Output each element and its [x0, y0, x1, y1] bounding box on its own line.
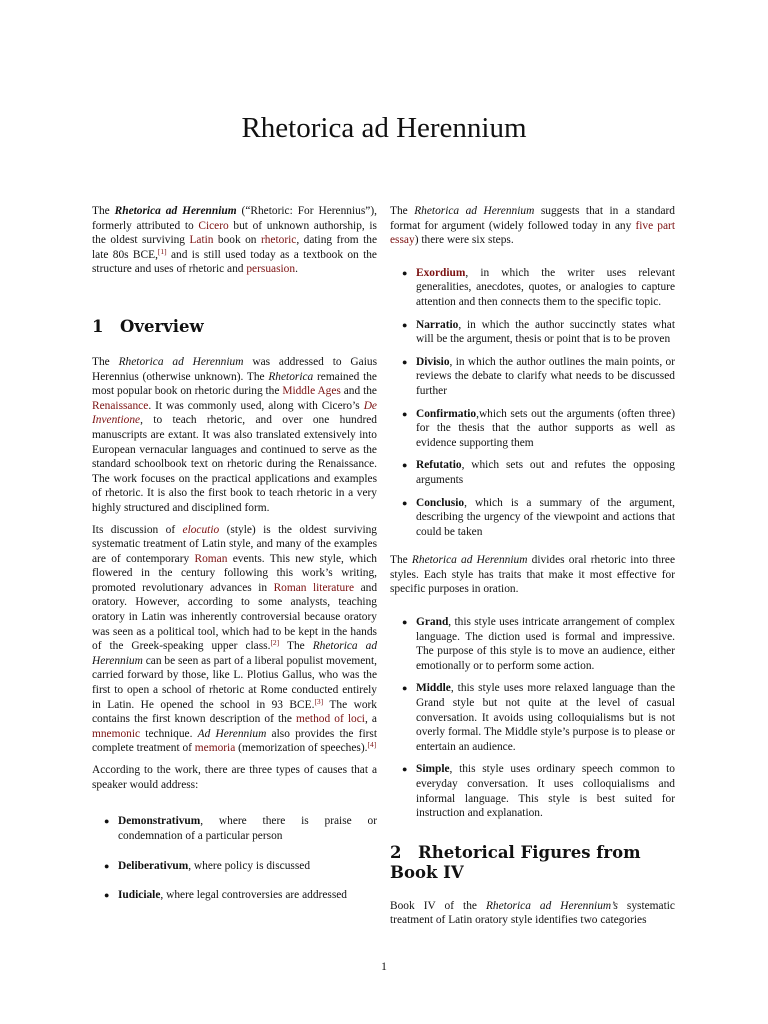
- text: systematic treatment of Latin oratory style identifies two categories: [390, 899, 675, 927]
- text: The: [390, 205, 415, 217]
- text: , which is a summary of the argument, describing the urgency of the viewpoint and actions that could be taken: [416, 496, 675, 538]
- text: remained the most popular book on rhetoric during the: [92, 370, 377, 398]
- list-item: [92, 814, 377, 843]
- link-rhetoric[interactable]: rhetoric: [260, 234, 297, 247]
- list-item: [92, 888, 377, 903]
- citation-2[interactable]: [2]: [270, 638, 280, 648]
- page-title: Rhetorica ad Herennium: [241, 112, 527, 144]
- bullet-icon: ●: [104, 889, 110, 900]
- text: .: [295, 263, 298, 276]
- term: Conclusio: [416, 496, 465, 509]
- term: Simple: [416, 763, 450, 776]
- text: , a: [364, 713, 377, 726]
- link-roman[interactable]: Roman: [194, 552, 228, 565]
- term: Divisio: [416, 355, 450, 368]
- bullet-icon: ●: [402, 497, 408, 508]
- text: ) there were six steps.: [414, 234, 514, 247]
- text: The: [279, 640, 313, 653]
- term: Iudiciale: [118, 888, 161, 901]
- link-method-of-loci[interactable]: method of loci: [296, 713, 365, 726]
- term: Grand: [416, 616, 449, 629]
- citation-1[interactable]: [1]: [157, 246, 167, 256]
- text: (“Rhetoric: For Herennius”), formerly attributed to: [92, 205, 377, 232]
- text: can be seen as part of a liberal populist movement, carried forward by those, like L. Plotius Gallus, who was the first to open a school of rhetoric at Rome conducted entirely in Latin. He opened the school in 93 BCE.: [92, 654, 377, 711]
- causes-intro: According to the work, there are three types of causes that a speaker would address:: [92, 764, 377, 791]
- right-column: [390, 204, 675, 928]
- text: , this style uses more relaxed language than the Grand style but not quite at the level of casual conversation. It avoids using colloquialisms but is not overly formal. The Middle style’s purpose is to please or entertain an audience.: [416, 682, 675, 753]
- term: Refutatio: [416, 459, 462, 472]
- text: , this style uses ordinary speech common to everyday conversation. It uses colloquialisms and informal language. This style is best suited for instruction and explanation.: [416, 763, 675, 820]
- text: (memorization of speeches).: [235, 742, 368, 755]
- intro-paragraph: [92, 204, 377, 277]
- text: divides oral rhetoric into three styles. Each style has traits that make it most effective for specific purposes in oration.: [390, 554, 675, 596]
- page-number: 1: [381, 961, 387, 973]
- list-item: [390, 762, 675, 820]
- text: , in which the writer uses relevant generalities, anecdotes, quotes, or analogies to capture attention and then connects them to the specific topic.: [416, 266, 675, 308]
- link-latin[interactable]: Latin: [189, 234, 214, 247]
- text: , dating from the late 80s BCE,: [92, 234, 378, 261]
- text: The: [92, 205, 115, 217]
- list-item: [390, 681, 675, 754]
- bullet-icon: ●: [402, 356, 408, 367]
- steps-list: [390, 266, 675, 540]
- link-middle-ages[interactable]: Middle Ages: [282, 385, 341, 398]
- term: Middle: [416, 682, 451, 695]
- link-persuasion[interactable]: persuasion: [246, 263, 296, 276]
- link-five-part-essay[interactable]: five part essay: [390, 219, 675, 247]
- link-memoria[interactable]: memoria: [194, 742, 236, 755]
- causes-list: [92, 814, 377, 902]
- overview-paragraph-2: [92, 523, 377, 757]
- text: and oratory. However, according to some analysts, teaching oratory in Latin was inherently controversial because oratory was seen as a political tool, which had to be kept in the hands of the Greek-speaking upper class.: [92, 581, 378, 653]
- text: , where legal controversies are addressed: [160, 888, 348, 901]
- text: , where policy is discussed: [188, 860, 311, 873]
- text: , where there is praise or condemnation of a particular person: [118, 815, 377, 842]
- term: Narratio: [416, 318, 459, 331]
- bullet-icon: ●: [104, 861, 110, 872]
- text: technique.: [140, 727, 198, 740]
- term: Demonstrativum: [118, 815, 201, 828]
- link-mnemonic[interactable]: mnemonic: [92, 727, 141, 740]
- term: Confirmatio: [416, 407, 477, 420]
- section-heading-overview: [92, 317, 377, 337]
- bullet-icon: ●: [402, 683, 408, 694]
- bullet-icon: ●: [402, 267, 408, 278]
- list-item: [92, 859, 377, 874]
- overview-paragraph-1: [92, 355, 377, 516]
- text: . It was commonly used, along with Cicero’s: [148, 399, 364, 412]
- text: ,which sets out the arguments (often three) for the thesis that the author supports as well as evidence supporting them: [416, 407, 675, 449]
- list-item: [390, 407, 675, 451]
- emphasis: Rhetorica ad Herennium’s: [485, 899, 618, 912]
- section-number: 2: [390, 842, 402, 862]
- text: events. This new style, which flowered in the century following this work’s writing, promoted revolutionary advances in: [92, 552, 377, 594]
- bullet-icon: ●: [402, 617, 408, 628]
- emphasis: Rhetorica ad Herennium: [414, 205, 535, 217]
- link-exordium[interactable]: Exordium: [416, 266, 466, 279]
- section-title: Overview: [120, 316, 204, 336]
- text: The: [390, 554, 412, 567]
- term: Deliberativum: [118, 860, 189, 873]
- link-de-inventione[interactable]: De Inventione: [92, 399, 377, 427]
- text: also provides the first complete treatment of: [92, 727, 377, 755]
- text: Its discussion of: [92, 523, 183, 536]
- bullet-icon: ●: [402, 408, 408, 419]
- text: The: [92, 355, 119, 368]
- emphasis-title: Rhetorica ad Herennium: [114, 205, 237, 217]
- text: , this style uses intricate arrangement of complex language. The diction used is formal and impressive. The purpose of this style is to move an audience, either emotionally or to perform some action.: [416, 616, 675, 672]
- text: , in which the author outlines the main points, or reviews the debate to clarify what needs to be discussed further: [416, 355, 675, 397]
- emphasis: Ad Herennium: [197, 727, 267, 740]
- list-item: [390, 458, 675, 487]
- left-column: [92, 204, 377, 903]
- bullet-icon: ●: [402, 319, 408, 330]
- text: but of unknown authorship, is the oldest surviving: [92, 219, 377, 247]
- text: book on: [213, 234, 261, 247]
- section-number: 1: [92, 316, 104, 336]
- text: was addressed to Gaius Herennius (otherwise unknown). The: [92, 355, 378, 383]
- list-item: [390, 615, 675, 673]
- section-heading-rhetorical-figures: [390, 843, 675, 883]
- text: , to teach rhetoric, and over one hundred manuscripts are extant. It was also translated extensively into European vernacular languages and continued to serve as the standard schoolbook text on rhetoric during the Renaissance. The work focuses on the practical applications and examples of rhetoric. It is also the first book to teach rhetoric in a very highly structured and disciplined form.: [92, 414, 377, 514]
- text: and is still used today as a textbook on the structure and uses of rhetoric and: [92, 248, 377, 276]
- text: The work contains the first known description of the: [92, 698, 378, 726]
- link-roman-literature[interactable]: Roman literature: [273, 581, 355, 594]
- link-elocutio[interactable]: elocutio: [182, 523, 220, 536]
- emphasis: Rhetorica ad Herennium: [92, 640, 378, 667]
- list-item: [390, 266, 675, 310]
- text: (style) is the oldest surviving systematic treatment of Latin style, and many of the examples are of contemporary: [92, 523, 378, 565]
- section-title: Rhetorical Figures from Book IV: [390, 842, 641, 882]
- bullet-icon: ●: [402, 460, 408, 471]
- text: suggests that in a standard format for argument (widely followed today in any: [390, 205, 675, 232]
- link-renaissance[interactable]: Renaissance: [92, 399, 149, 412]
- citation-4[interactable]: [4]: [367, 740, 377, 750]
- emphasis: Rhetorica ad Herennium: [411, 554, 528, 567]
- text: , which sets out and refutes the opposing arguments: [416, 459, 675, 486]
- book-iv-paragraph: [390, 899, 675, 928]
- list-item: [390, 496, 675, 540]
- emphasis: Rhetorica ad Herennium: [118, 355, 244, 368]
- format-paragraph: [390, 204, 675, 248]
- list-item: [390, 355, 675, 399]
- link-cicero[interactable]: Cicero: [198, 219, 229, 232]
- list-item: [390, 318, 675, 347]
- text: Book IV of the: [390, 899, 486, 912]
- bullet-icon: ●: [402, 764, 408, 775]
- styles-paragraph: [390, 553, 675, 597]
- citation-3[interactable]: [3]: [314, 696, 324, 706]
- text: and the: [340, 385, 377, 398]
- emphasis: Rhetorica: [268, 370, 314, 383]
- bullet-icon: ●: [104, 816, 110, 827]
- styles-list: [390, 615, 675, 821]
- text: , in which the author succinctly states what will be the argument, thesis or point that is to be proven: [416, 318, 675, 346]
